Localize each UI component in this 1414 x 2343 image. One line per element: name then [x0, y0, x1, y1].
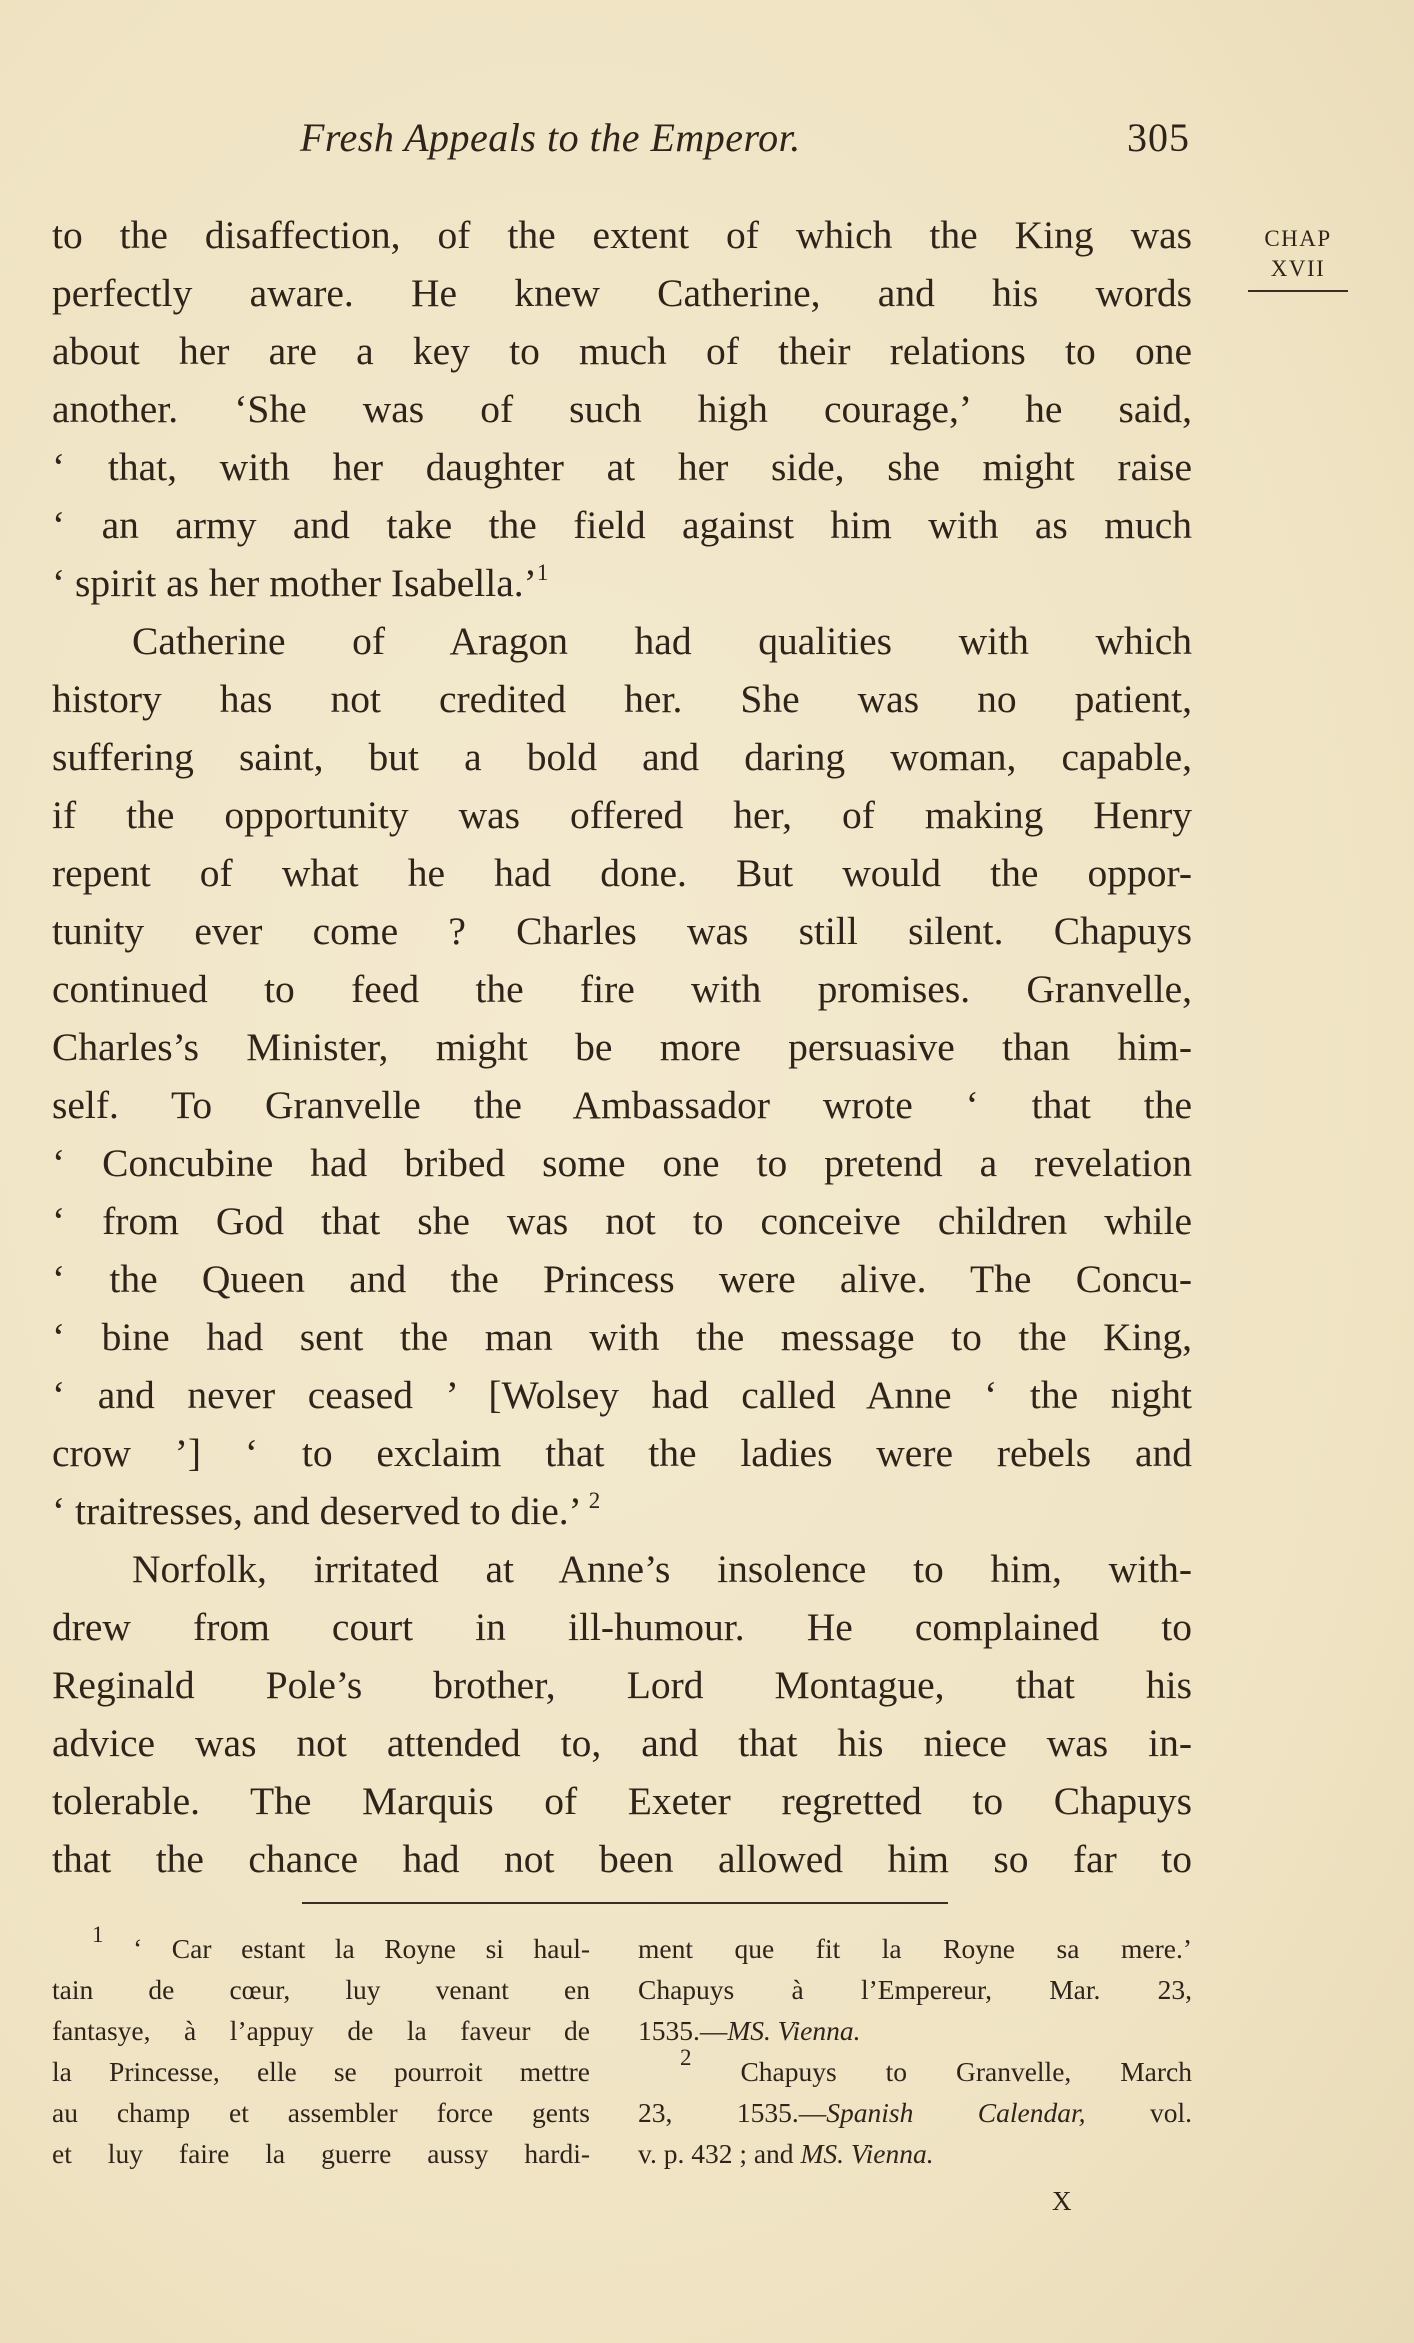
- body-line: ‘ from God that she was not to conceive children while: [52, 1199, 1192, 1243]
- footnote-marker-2: 2: [680, 2045, 692, 2070]
- body-line: to the disaffection, of the extent of which the King was: [52, 213, 1192, 257]
- running-head: [300, 108, 1190, 168]
- footnote-ref-1: 1: [536, 560, 549, 585]
- body-line: crow ’] ‘ to exclaim that the ladies were rebels and: [52, 1431, 1192, 1475]
- body-line: ‘ the Queen and the Princess were alive. The Concu-: [52, 1257, 1192, 1301]
- footnote-line: [52, 1922, 591, 1969]
- footnote-text: 23, 1535.—: [638, 2097, 827, 2128]
- body-line: suffering saint, but a bold and daring woman, capable,: [52, 735, 1192, 779]
- body-line: ‘ bine had sent the man with the message to the King,: [52, 1315, 1192, 1359]
- body-line: continued to feed the fire with promises. Granvelle,: [52, 967, 1192, 1011]
- body-line: that the chance had not been allowed him so far to: [52, 1837, 1192, 1881]
- footnote-line: tain de cœur, luy venant en: [52, 1974, 590, 2005]
- body-line: self. To Granvelle the Ambassador wrote ‘ that the: [52, 1083, 1192, 1127]
- body-line-text: ‘ spirit as her mother Isabella.’: [52, 561, 537, 605]
- footnotes-right-column: [638, 1928, 1192, 2174]
- footnote-text: 1535.—: [638, 2015, 728, 2046]
- body-line: ‘ an army and take the field against him with as much: [52, 503, 1192, 547]
- footnote-line: [638, 2133, 1192, 2174]
- footnote-line: [638, 2045, 1193, 2092]
- footnote-line-text: ‘ Car estant la Royne si haul-: [133, 1933, 591, 1964]
- body-line: advice was not attended to, and that his niece was in-: [52, 1721, 1192, 1765]
- footnote-marker-1: 1: [92, 1922, 104, 1947]
- signature-mark: X: [1052, 2186, 1073, 2216]
- footnotes-left-column: [52, 1922, 591, 2174]
- body-line: drew from court in ill-humour. He complained to: [52, 1605, 1192, 1649]
- body-line-text: ‘ traitresses, and deserved to die.’: [52, 1489, 579, 1533]
- body-line: Reginald Pole’s brother, Lord Montague, that his: [52, 1663, 1192, 1707]
- chapter-marginal-note: [1248, 224, 1348, 292]
- body-line: tolerable. The Marquis of Exeter regretted to Chapuys: [52, 1779, 1192, 1823]
- footnote-line-text: Chapuys to Granvelle, March: [740, 2056, 1193, 2087]
- footnote-line: Chapuys à l’Empereur, Mar. 23,: [638, 1974, 1192, 2005]
- body-line: ‘ and never ceased ’ [Wolsey had called Anne ‘ the night: [52, 1373, 1192, 1417]
- footnote-source-italic: MS. Vienna.: [800, 2138, 934, 2169]
- body-line: [52, 554, 1192, 612]
- body-line: another. ‘She was of such high courage,’ he said,: [52, 387, 1192, 431]
- body-line: tunity ever come ? Charles was still silent. Chapuys: [52, 909, 1192, 953]
- footnote-text: v. p. 432 ; and: [638, 2138, 801, 2169]
- footnote-line: la Princesse, elle se pourroit mettre: [52, 2056, 590, 2087]
- body-line: Charles’s Minister, might be more persuasive than him-: [52, 1025, 1192, 1069]
- footnote-ref-2: 2: [588, 1488, 601, 1513]
- body-line: [52, 1482, 1192, 1540]
- body-line: history has not credited her. She was no patient,: [52, 677, 1192, 721]
- body-line: ‘ that, with her daughter at her side, she might raise: [52, 445, 1192, 489]
- footnote-source-italic: MS. Vienna.: [727, 2015, 861, 2046]
- body-line: repent of what he had done. But would the oppor-: [52, 851, 1192, 895]
- chap-label: CHAP: [1264, 226, 1332, 251]
- footnote-divider: [302, 1902, 948, 1904]
- body-line: Catherine of Aragon had qualities with which: [132, 619, 1192, 663]
- footnote-line: fantasye, à l’appuy de la faveur de: [52, 2015, 590, 2046]
- body-text: [52, 206, 1192, 1888]
- footnote-line: et luy faire la guerre aussy hardi-: [52, 2138, 590, 2169]
- body-line: Norfolk, irritated at Anne’s insolence to him, with-: [132, 1547, 1192, 1591]
- footnote-line: au champ et assembler force gents: [52, 2097, 590, 2128]
- body-line: perfectly aware. He knew Catherine, and his words: [52, 271, 1192, 315]
- footnote-text: vol.: [1085, 2097, 1193, 2128]
- chap-number: XVII: [1248, 254, 1348, 292]
- footnote-line: ment que fit la Royne sa mere.’: [638, 1933, 1192, 1964]
- footnote-line: [638, 2010, 1192, 2051]
- body-line: about her are a key to much of their relations to one: [52, 329, 1192, 373]
- body-line: if the opportunity was offered her, of making Henry: [52, 793, 1192, 837]
- running-title: Fresh Appeals to the Emperor.: [300, 115, 801, 160]
- footnote-line: [638, 2092, 1192, 2133]
- page-number: 305: [1127, 115, 1190, 160]
- footnote-source-italic: Spanish Calendar,: [826, 2097, 1086, 2128]
- body-line: ‘ Concubine had bribed some one to pretend a revelation: [52, 1141, 1192, 1185]
